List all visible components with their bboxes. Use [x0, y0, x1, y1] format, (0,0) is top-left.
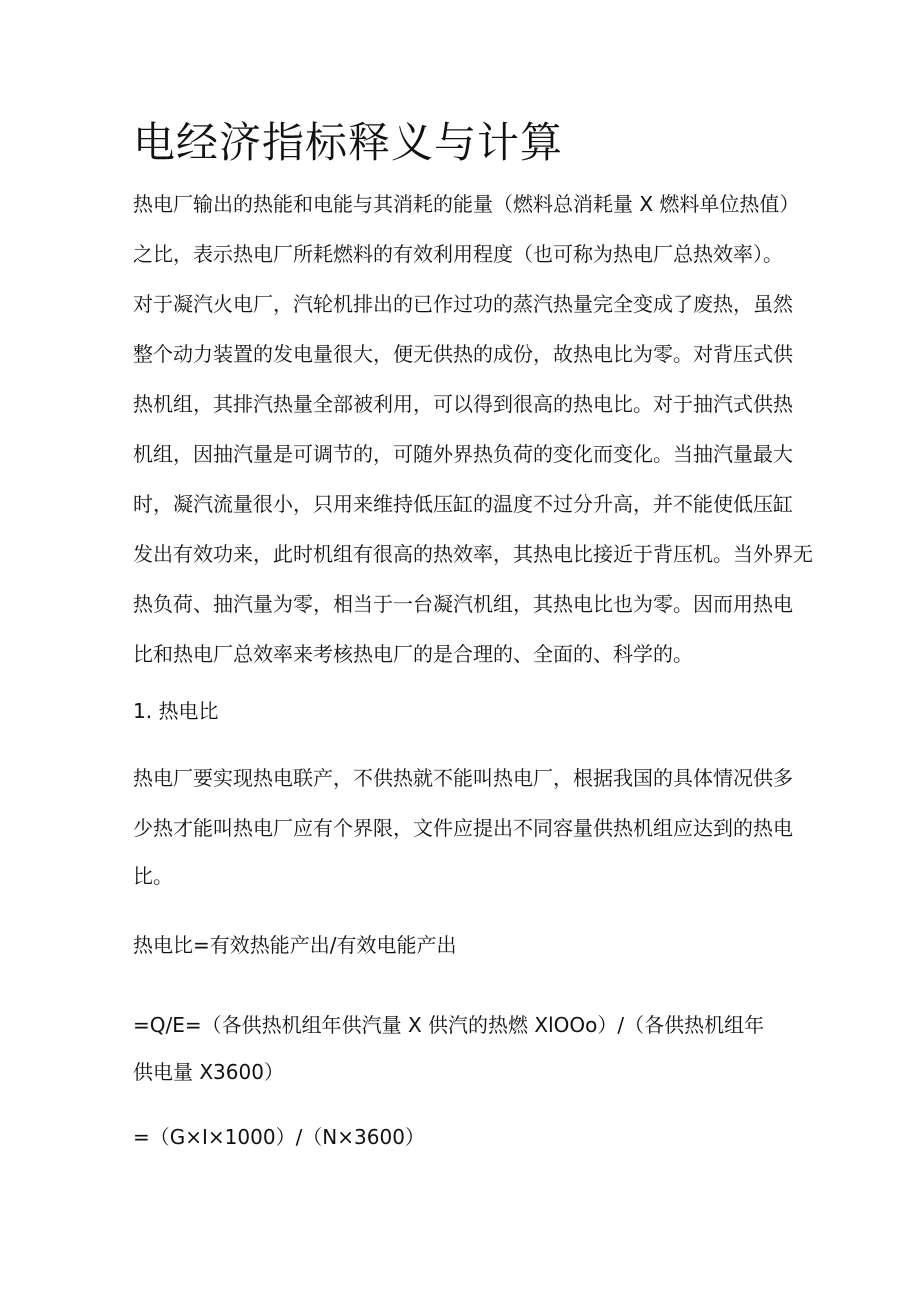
intro-line: 比和热电厂总效率来考核热电厂的是合理的、全面的、科学的。 [133, 642, 693, 666]
intro-line: 之比，表示热电厂所耗燃料的有效利用程度（也可称为热电厂总热效率）。 [133, 242, 783, 266]
section-line: 热电厂要实现热电联产，不供热就不能叫热电厂，根据我国的具体情况供多 [133, 766, 793, 790]
section-line: 少热才能叫热电厂应有个界限，文件应提出不同容量供热机组应达到的热电 [133, 816, 793, 840]
intro-line: 对于凝汽火电厂，汽轮机排出的已作过功的蒸汽热量完全变成了废热，虽然 [133, 292, 793, 316]
intro-line: 热电厂输出的热能和电能与其消耗的能量（燃料总消耗量 X 燃料单位热值） [133, 192, 800, 216]
formula-expansion-line: =Q/E=（各供热机组年供汽量 X 供汽的热燃 XlOOo）/（各供热机组年 [133, 1013, 765, 1037]
document-title: 电经济指标释义与计算 [133, 118, 564, 167]
formula-definition: 热电比=有效热能产出/有效电能产出 [133, 933, 457, 957]
intro-line: 热机组，其排汽热量全部被利用，可以得到很高的热电比。对于抽汽式供热 [133, 392, 793, 416]
section-line: 比。 [133, 864, 173, 888]
intro-line: 整个动力装置的发电量很大，便无供热的成份，故热电比为零。对背压式供 [133, 342, 793, 366]
formula-expansion-line: 供电量 X3600） [133, 1060, 284, 1084]
intro-line: 时，凝汽流量很小，只用来维持低压缸的温度不过分升高，并不能使低压缸 [133, 492, 793, 516]
intro-line: 机组，因抽汽量是可调节的，可随外界热负荷的变化而变化。当抽汽量最大 [133, 442, 793, 466]
intro-line: 发出有效功来，此时机组有很高的热效率，其热电比接近于背压机。当外界无 [133, 542, 813, 566]
intro-line: 热负荷、抽汽量为零，相当于一台凝汽机组，其热电比也为零。因而用热电 [133, 592, 793, 616]
formula-symbolic: =（G×I×1000）/（N×3600） [133, 1125, 425, 1149]
section-heading: 1. 热电比 [133, 699, 219, 723]
